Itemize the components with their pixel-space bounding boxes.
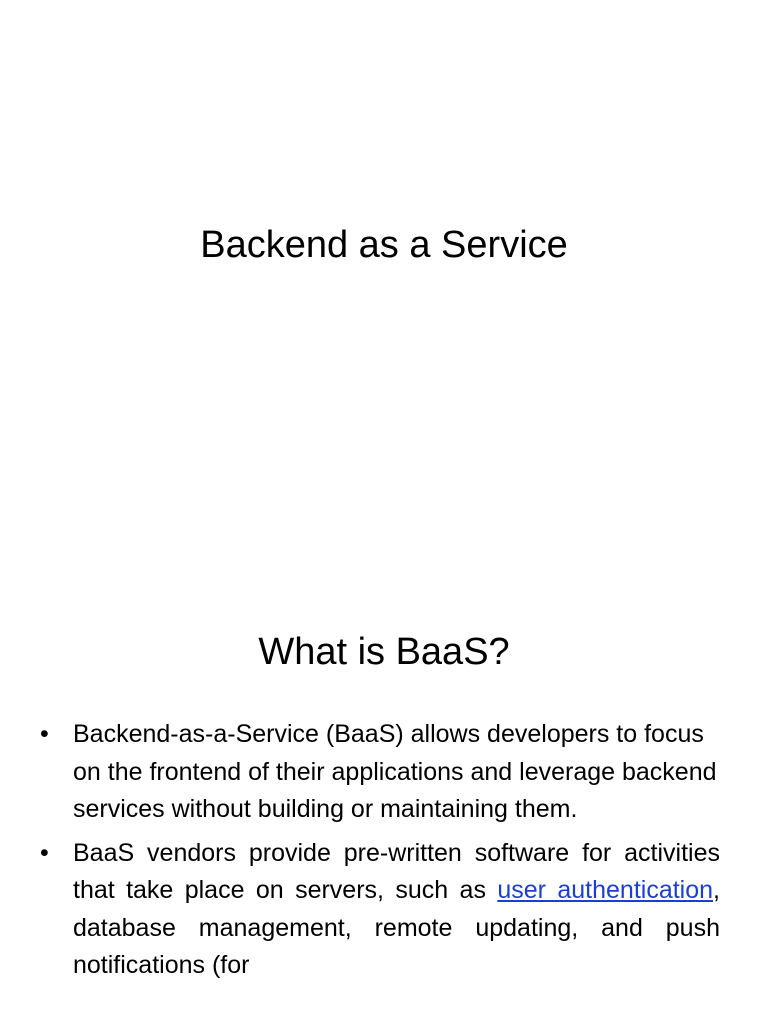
slide-title-backend-as-a-service: Backend as a Service	[200, 224, 568, 266]
bullet-item-baas-definition	[40, 716, 720, 829]
user-authentication-link[interactable]: user authentication	[497, 876, 714, 904]
bullet-item-baas-vendors	[40, 835, 720, 985]
bullet-text: Backend-as-a-Service (BaaS) allows developers to focus on the frontend of their applications and leverage backend services without building or maintaining them.	[73, 720, 717, 823]
bullet-text-after-link: , database management, remote updating, and push notifications (for	[73, 876, 720, 979]
bullet-dot-icon: •	[40, 838, 49, 867]
bullet-list	[40, 716, 720, 991]
bullet-dot-icon: •	[40, 720, 49, 748]
bullet-text-before-link: BaaS vendors provide pre-written software for activities that take place on servers, such as	[73, 838, 720, 904]
slide-title-what-is-baas: What is BaaS?	[258, 631, 510, 673]
